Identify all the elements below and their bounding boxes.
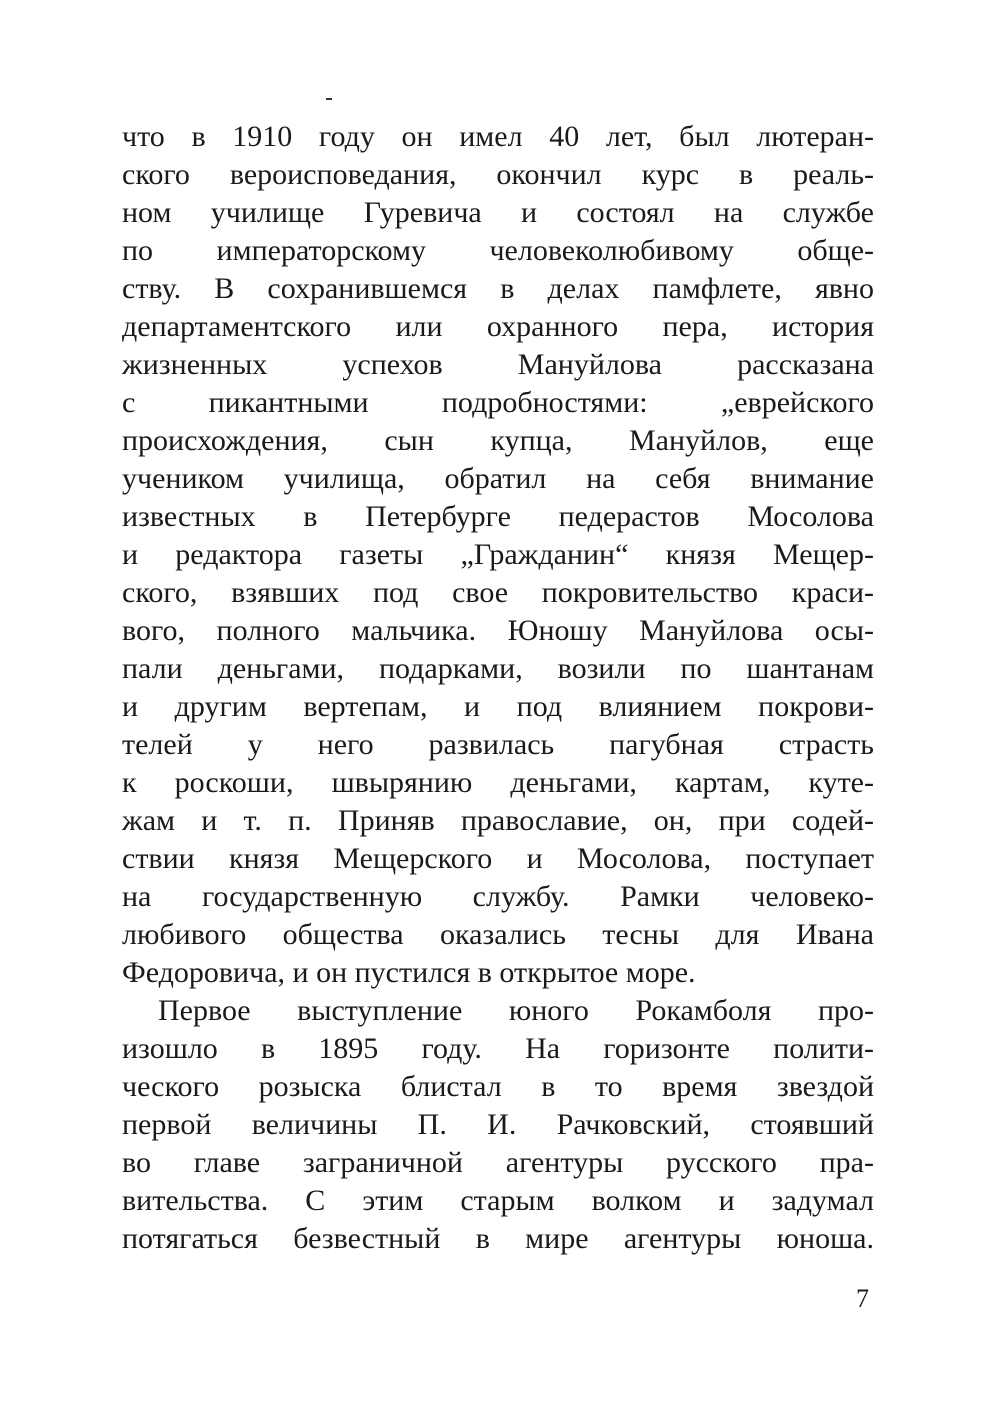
text-line: потягаться безвестный в мире агентуры юноша. — [122, 1222, 874, 1255]
text-line: ствии князя Мещерского и Мосолова, поступает — [122, 842, 874, 875]
text-line: жизненных успехов Мануйлова рассказана — [122, 348, 874, 381]
text-line: происхождения, сын купца, Мануйлов, еще — [122, 424, 874, 457]
page-number: 7 — [856, 1284, 869, 1313]
text-line: известных в Петербурге педерастов Мосолова — [122, 500, 874, 533]
text-line: и другим вертепам, и под влиянием покрови- — [122, 690, 874, 723]
text-line: во главе заграничной агентуры русского пра- — [122, 1146, 874, 1179]
text-line: ном училище Гуревича и состоял на службе — [122, 196, 874, 229]
text-line: изошло в 1895 году. На горизонте полити- — [122, 1032, 874, 1065]
paragraph — [122, 992, 874, 1258]
text-line: учеником училища, обратил на себя внимание — [122, 462, 874, 495]
text-line: ству. В сохранившемся в делах памфлете, явно — [122, 272, 874, 305]
text-line: жам и т. п. Приняв православие, он, при содей- — [122, 804, 874, 837]
paragraph — [122, 118, 874, 992]
text-line: пали деньгами, подарками, возили по шантанам — [122, 652, 874, 685]
text-line: к роскоши, швырянию деньгами, картам, куте- — [122, 766, 874, 799]
text-line: Федоровича, и он пустился в открытое море. — [122, 956, 696, 989]
page-body — [122, 118, 874, 1258]
text-line: ческого розыска блистал в то время звездой — [122, 1070, 874, 1103]
scan-mark — [326, 98, 332, 100]
text-line: департаментского или охранного пера, история — [122, 310, 874, 343]
text-line: по императорскому человеколюбивому обще- — [122, 234, 874, 267]
text-line: любивого общества оказались тесны для Ивана — [122, 918, 874, 951]
text-line: вого, полного мальчика. Юношу Мануйлова осы- — [122, 614, 874, 647]
text-line: и редактора газеты „Гражданин“ князя Мещер- — [122, 538, 874, 571]
text-line: Первое выступление юного Рокамболя про- — [158, 994, 874, 1027]
text-line: что в 1910 году он имел 40 лет, был лютеран- — [122, 120, 874, 153]
text-line: ского вероисповедания, окончил курс в реаль- — [122, 158, 874, 191]
text-line: с пикантными подробностями: „еврейского — [122, 386, 874, 419]
text-line: ского, взявших под свое покровительство краси- — [122, 576, 874, 609]
text-line: первой величины П. И. Рачковский, стоявший — [122, 1108, 874, 1141]
text-line: вительства. С этим старым волком и задумал — [122, 1184, 874, 1217]
text-line: телей у него развилась пагубная страсть — [122, 728, 874, 761]
text-line: на государственную службу. Рамки человеко- — [122, 880, 874, 913]
